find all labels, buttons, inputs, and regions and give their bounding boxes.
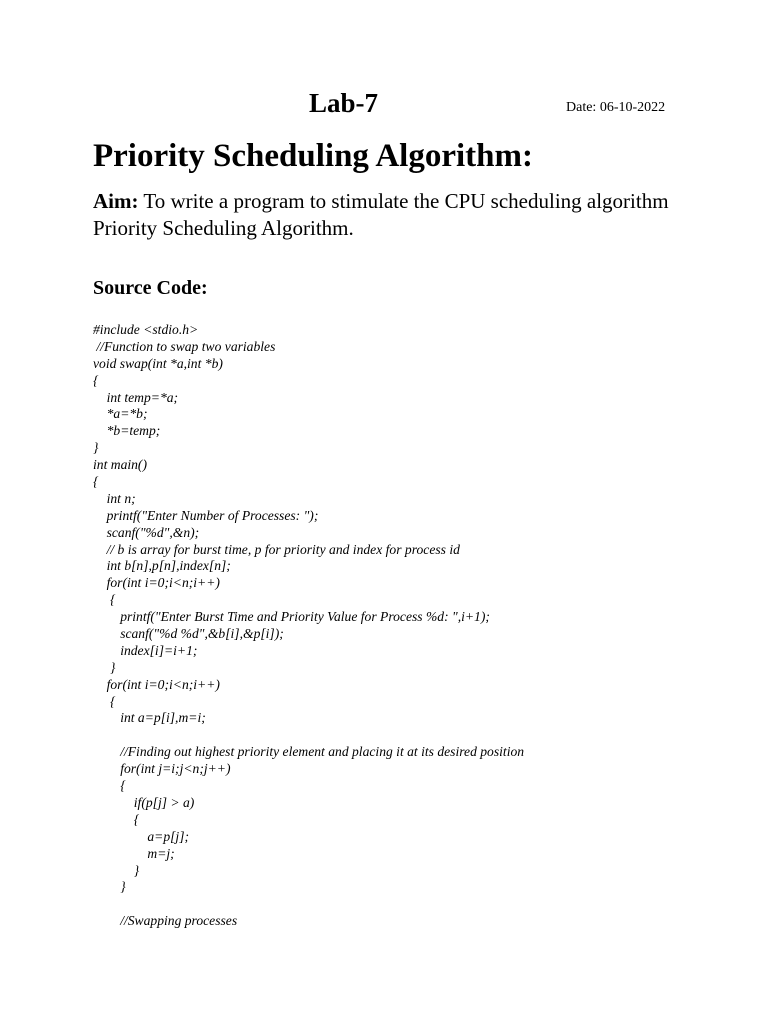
code-line: //Finding out highest priority element and placing it at its desired position <box>93 744 525 760</box>
code-line: for(int i=0;i<n;i++) <box>93 676 220 692</box>
lab-title: Lab-7 <box>309 88 379 118</box>
code-line: { <box>93 592 116 608</box>
document-date: Date: 06-10-2022 <box>566 100 666 115</box>
code-line: int a=p[i],m=i; <box>93 710 206 726</box>
code-line <box>93 727 524 744</box>
code-line: for(int j=i;j<n;j++) <box>93 761 231 777</box>
code-line: } <box>93 659 116 675</box>
code-line: index[i]=i+1; <box>93 642 198 658</box>
code-line: { <box>93 372 99 388</box>
code-line: { <box>93 693 116 709</box>
code-line: //Function to swap two variables <box>93 338 276 354</box>
code-line: scanf("%d %d",&b[i],&p[i]); <box>93 626 284 642</box>
code-line: void swap(int *a,int *b) <box>93 355 223 371</box>
code-line: int b[n],p[n],index[n]; <box>93 558 231 574</box>
code-line: m=j; <box>93 845 175 861</box>
code-line: int main() <box>93 457 147 473</box>
code-line: if(p[j] > a) <box>93 794 195 810</box>
code-line: } <box>93 440 99 456</box>
code-line: { <box>93 778 126 794</box>
code-line: printf("Enter Number of Processes: "); <box>93 507 319 523</box>
code-line: scanf("%d",&n); <box>93 524 200 540</box>
code-line: { <box>93 811 140 827</box>
code-line: a=p[j]; <box>93 828 190 844</box>
code-line: { <box>93 474 99 490</box>
source-code-heading: Source Code: <box>93 277 208 299</box>
page-title: Priority Scheduling Algorithm: <box>93 138 533 174</box>
source-code-block <box>93 322 524 930</box>
aim-paragraph <box>93 188 713 242</box>
aim-text: To write a program to stimulate the CPU scheduling algorithm Priority Scheduling Algorithm. <box>93 189 669 240</box>
code-line: #include <stdio.h> <box>93 322 199 337</box>
code-line: *a=*b; <box>93 406 148 422</box>
code-line: int temp=*a; <box>93 389 179 405</box>
code-line: } <box>93 862 140 878</box>
aim-label: Aim: <box>93 189 139 213</box>
code-line: printf("Enter Burst Time and Priority Value for Process %d: ",i+1); <box>93 609 490 625</box>
code-line: int n; <box>93 490 136 506</box>
code-line: // b is array for burst time, p for priority and index for process id <box>93 541 460 557</box>
code-line: //Swapping processes <box>93 913 238 929</box>
code-line <box>93 896 524 913</box>
code-line: *b=temp; <box>93 423 161 439</box>
code-line: for(int i=0;i<n;i++) <box>93 575 220 591</box>
code-line: } <box>93 879 126 895</box>
